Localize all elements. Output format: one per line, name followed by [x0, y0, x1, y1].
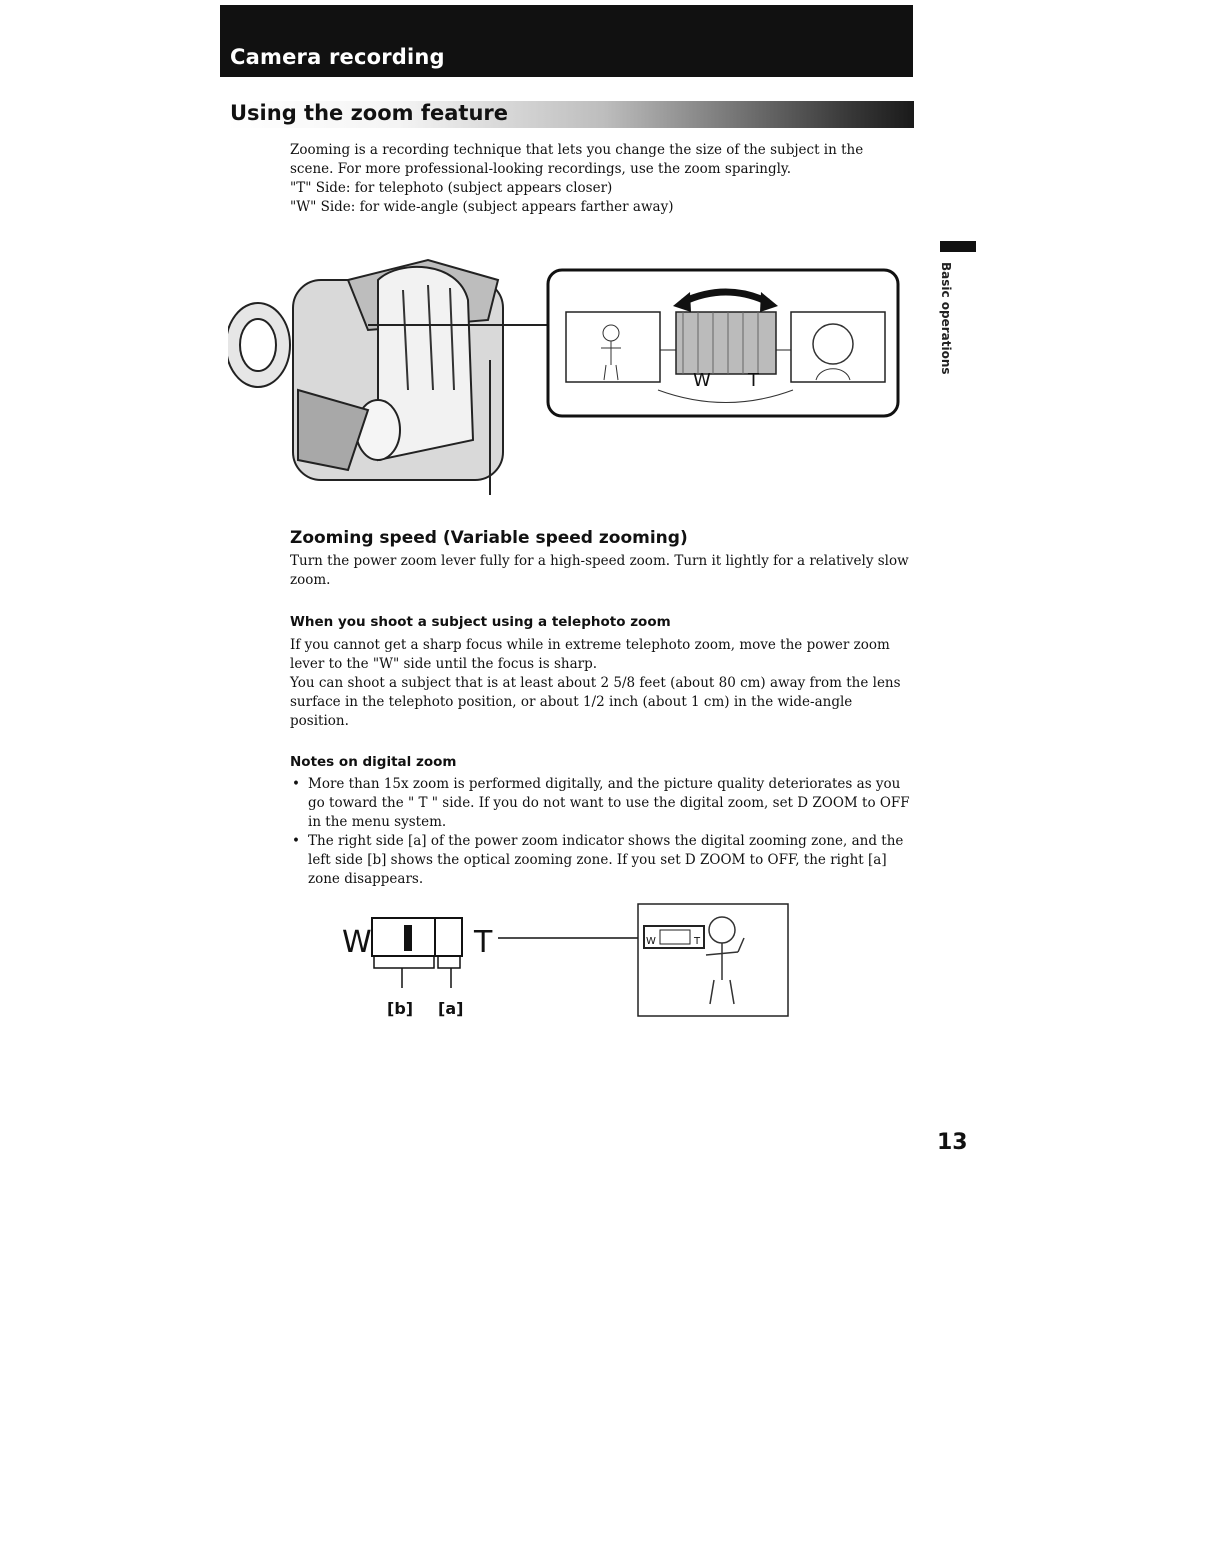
indicator-position-bar — [404, 925, 412, 951]
lever-w-label: W — [693, 370, 711, 391]
bullet-icon: • — [292, 833, 300, 849]
header-banner — [220, 5, 913, 77]
header-title: Camera recording — [230, 45, 445, 69]
zoom-indicator-diagram — [330, 900, 800, 1030]
list-item — [290, 775, 915, 832]
lever-t-label: T — [748, 370, 759, 391]
note-1-text: More than 15x zoom is performed digitally, and the picture quality deteriorates as you go toward the " T " side. If you do not want to use the digital zoom, set D ZOOM to OFF in the menu system. — [308, 776, 910, 830]
telephoto-paragraph-2: You can shoot a subject that is at least about 2 5/8 feet (about 80 cm) away from the lens surface in the telephoto position, or about 1/2 inch (about 1 cm) in the wide-angle position. — [290, 675, 901, 729]
intro-line-3: "W" Side: for wide-angle (subject appears farther away) — [290, 199, 674, 215]
section-title: Using the zoom feature — [230, 101, 508, 125]
optical-zone-label: [b] — [387, 999, 414, 1018]
indicator-t-label: T — [474, 925, 493, 960]
bullet-icon: • — [292, 776, 300, 792]
telephoto-heading: When you shoot a subject using a telephoto zoom — [290, 614, 671, 630]
side-tab-marker — [940, 241, 976, 252]
mini-t-label: T — [694, 936, 701, 947]
camcorder-drawing — [228, 260, 548, 495]
zoom-lever-panel — [548, 270, 898, 416]
speed-heading: Zooming speed (Variable speed zooming) — [290, 528, 688, 548]
section-title-bar — [226, 101, 914, 128]
note-2-text: The right side [a] of the power zoom indicator shows the digital zooming zone, and the left side [b] shows the optical zooming zone. If you set D ZOOM to OFF, the right [a] zone disappears. — [308, 833, 904, 887]
viewfinder-example — [638, 904, 788, 1016]
intro-line-1: Zooming is a recording technique that lets you change the size of the subject in the scene. For more professional-looking recordings, use the zoom sparingly. — [290, 142, 864, 177]
intro-text — [290, 141, 900, 217]
mini-w-label: W — [646, 936, 656, 947]
page-number: 13 — [937, 1130, 968, 1155]
digital-zoom-notes — [290, 775, 915, 889]
indicator-w-label: W — [342, 925, 372, 960]
speed-text: Turn the power zoom lever fully for a high-speed zoom. Turn it lightly for a relatively slow zoom. — [290, 553, 909, 588]
intro-line-2: "T" Side: for telephoto (subject appears closer) — [290, 180, 613, 196]
zoom-lever-illustration — [228, 240, 918, 510]
telephoto-paragraph-1: If you cannot get a sharp focus while in extreme telephoto zoom, move the power zoom lever to the "W" side until the focus is sharp. — [290, 637, 890, 672]
side-tab-label: Basic operations — [939, 262, 953, 375]
telephoto-text — [290, 636, 915, 731]
digital-zone-label: [a] — [438, 999, 464, 1018]
list-item — [290, 832, 915, 889]
digital-zoom-heading: Notes on digital zoom — [290, 754, 457, 770]
